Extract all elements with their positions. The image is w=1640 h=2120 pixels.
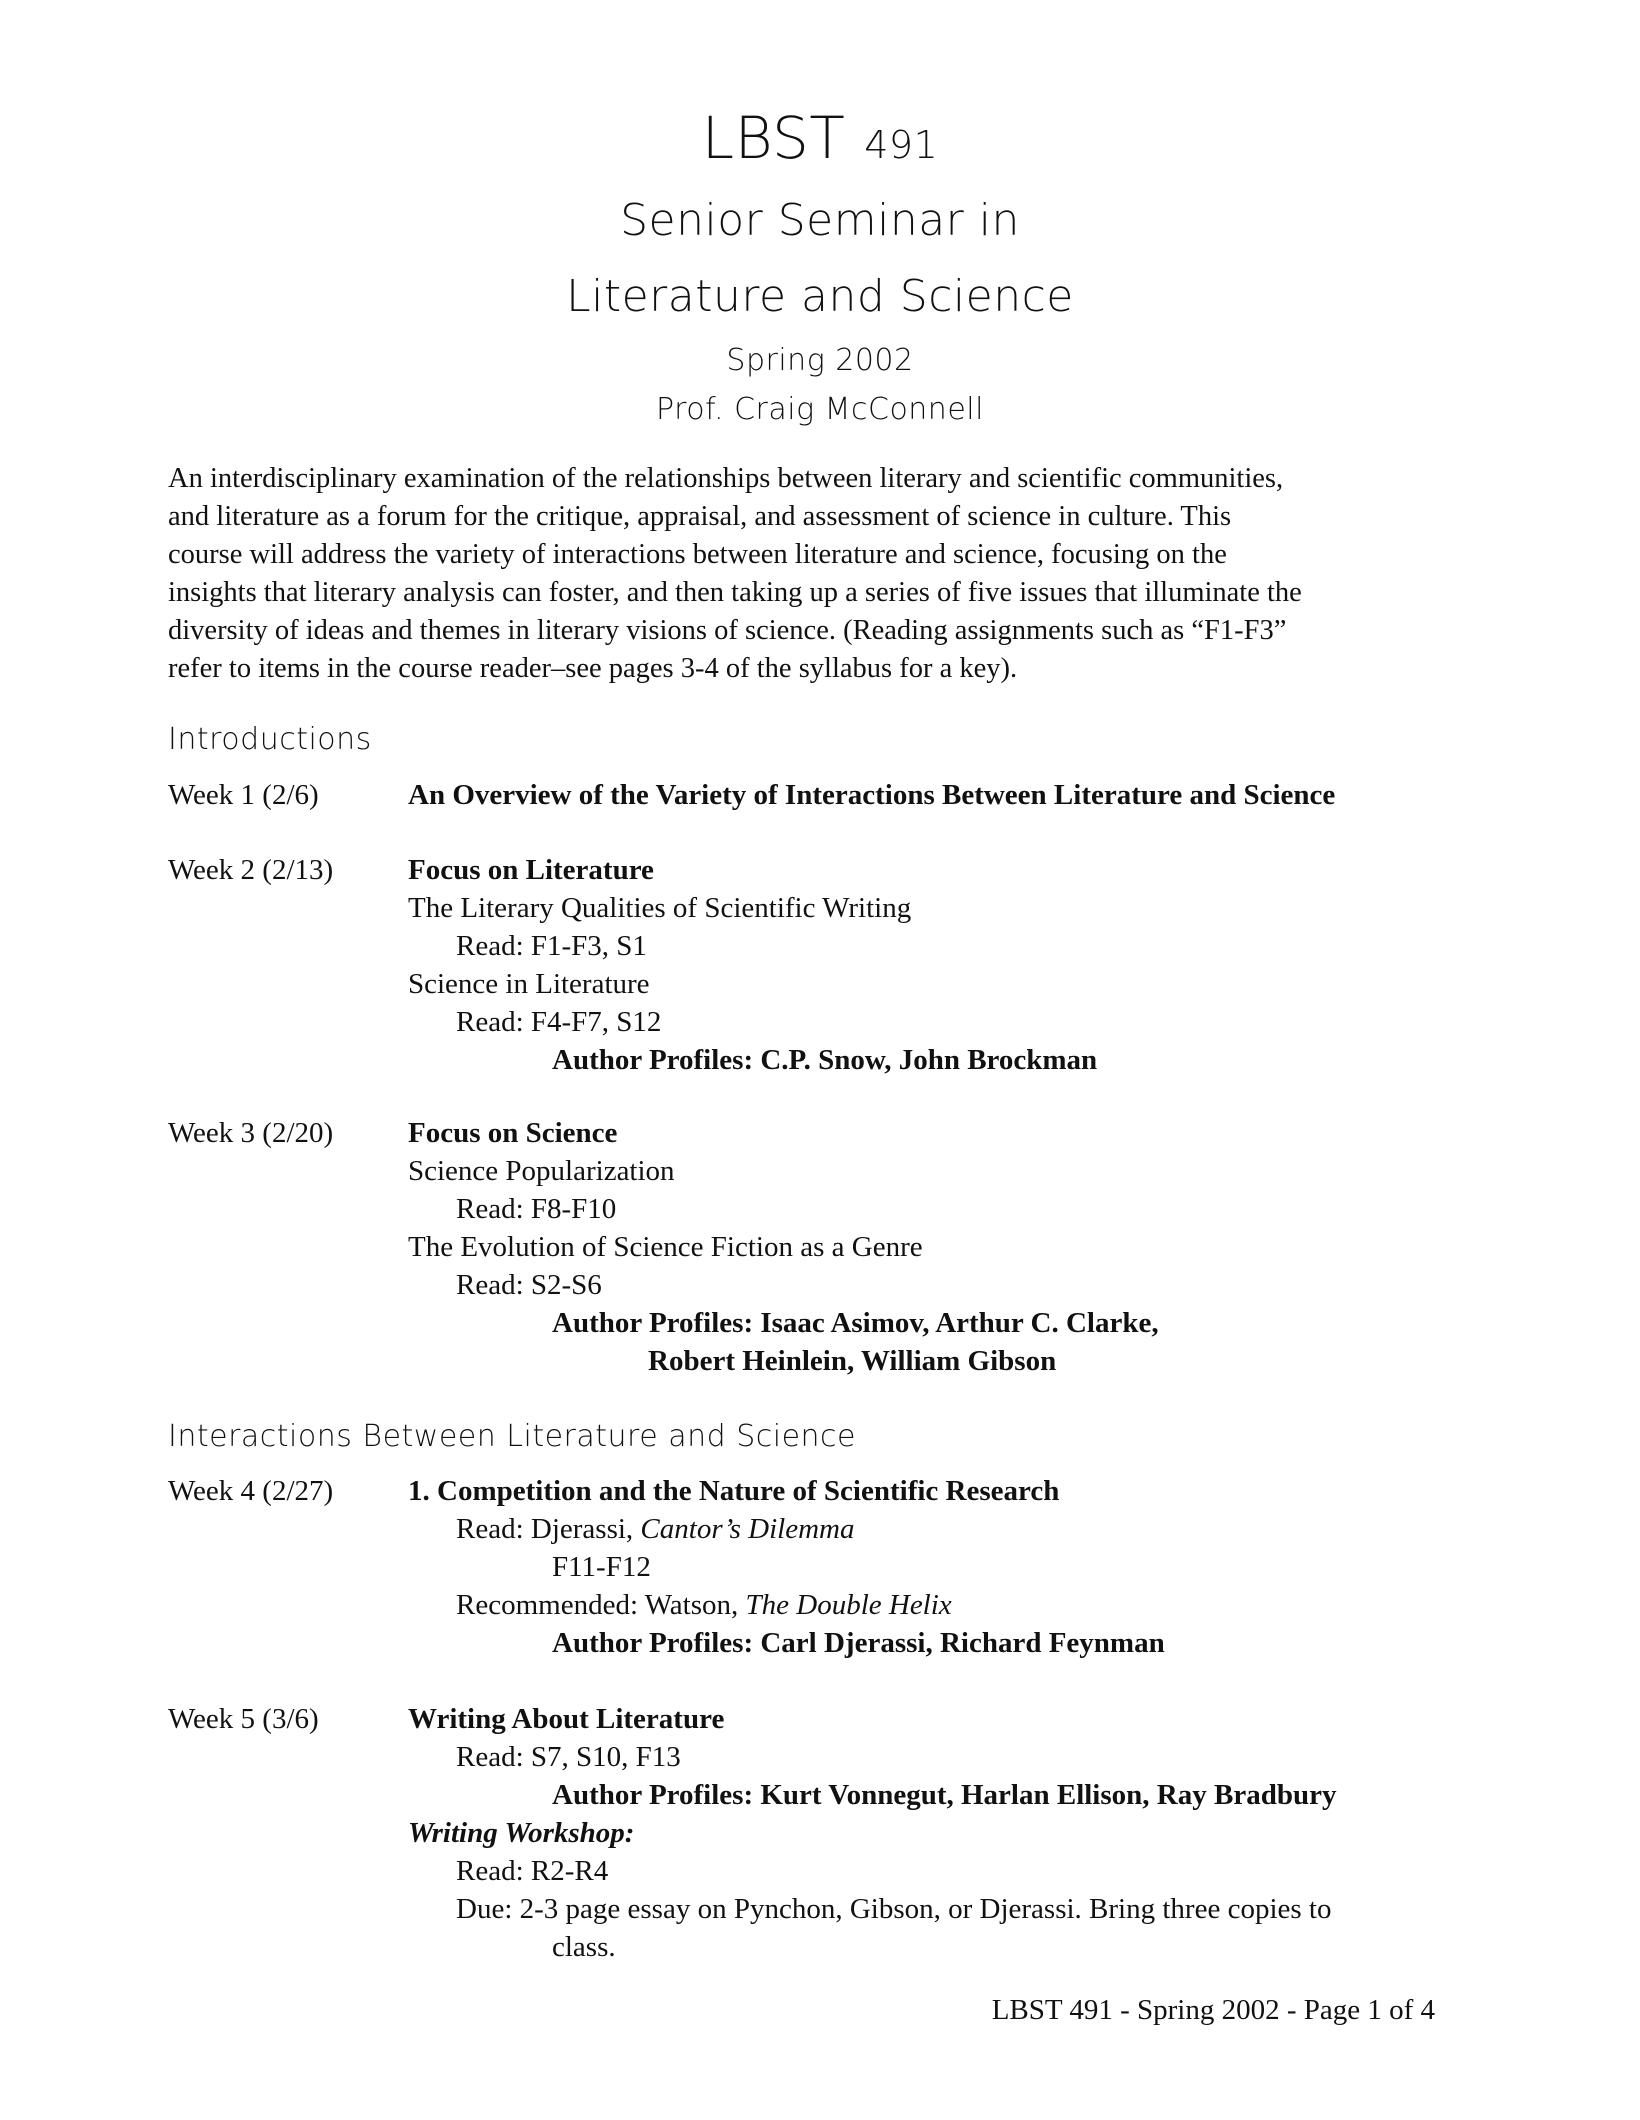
- week-recommended: [408, 1586, 1468, 1624]
- week-title: Focus on Science: [408, 1117, 618, 1149]
- intro-line: insights that literary analysis can foster, and then taking up a series of five issues that illuminate the: [168, 577, 1302, 608]
- author-profiles: Author Profiles: C.P. Snow, John Brockman: [552, 1044, 1098, 1076]
- week-topic: The Literary Qualities of Scientific Writing: [408, 892, 912, 924]
- week-reading: Read: F8-F10: [456, 1193, 617, 1225]
- week-label: Week 2 (2/13): [168, 854, 334, 886]
- week-topic: Science Popularization: [408, 1155, 675, 1187]
- book-title: Cantor’s Dilemma: [640, 1513, 855, 1545]
- intro-paragraph: [168, 460, 1458, 688]
- author-profiles: Author Profiles: Carl Djerassi, Richard Feynman: [552, 1627, 1165, 1659]
- intro-line: diversity of ideas and themes in literary visions of science. (Reading assignments such as “F1-F3”: [168, 615, 1287, 646]
- assignment-due-continued: class.: [552, 1931, 616, 1963]
- reading-prefix: Read: Djerassi,: [456, 1513, 641, 1545]
- week-reading-continued: F11-F12: [552, 1551, 651, 1583]
- author-profiles: Author Profiles: Kurt Vonnegut, Harlan Ellison, Ray Bradbury: [552, 1779, 1337, 1811]
- author-profiles: Author Profiles: Isaac Asimov, Arthur C. Clarke,: [552, 1307, 1159, 1339]
- course-term: Spring 2002: [726, 343, 914, 378]
- week-title: Focus on Literature: [408, 854, 654, 886]
- week-label: Week 1 (2/6): [168, 779, 319, 811]
- week-content: [408, 776, 1468, 814]
- week-reading: Read: F1-F3, S1: [456, 930, 647, 962]
- course-code: [0, 100, 1640, 183]
- course-title-line1: Senior Seminar in: [620, 195, 1020, 246]
- week-title: An Overview of the Variety of Interactions Between Literature and Science: [408, 779, 1336, 811]
- week-label: Week 3 (2/20): [168, 1117, 334, 1149]
- course-name: LBST: [701, 104, 846, 172]
- week-title: Writing About Literature: [408, 1703, 725, 1735]
- week-content: [408, 1700, 1468, 1966]
- week-content: [408, 1472, 1468, 1662]
- course-number: 491: [864, 123, 939, 167]
- intro-line: An interdisciplinary examination of the relationships between literary and scientific communities,: [168, 463, 1284, 494]
- writing-workshop: Writing Workshop:: [408, 1817, 635, 1849]
- intro-line: course will address the variety of interactions between literature and science, focusing on the: [168, 539, 1227, 570]
- week-title: 1. Competition and the Nature of Scientific Research: [408, 1475, 1060, 1507]
- week-label: Week 5 (3/6): [168, 1703, 319, 1735]
- recommended-prefix: Recommended: Watson,: [456, 1589, 746, 1621]
- section-interactions: Interactions Between Literature and Science: [168, 1419, 856, 1454]
- assignment-due: Due: 2-3 page essay on Pynchon, Gibson, or Djerassi. Bring three copies to: [456, 1893, 1332, 1925]
- week-topic: The Evolution of Science Fiction as a Genre: [408, 1231, 923, 1263]
- page-footer: LBST 491 - Spring 2002 - Page 1 of 4: [991, 1994, 1435, 2026]
- document-header: [0, 100, 1640, 433]
- week-reading: [408, 1510, 1468, 1548]
- week-label: Week 4 (2/27): [168, 1475, 334, 1507]
- week-content: [408, 851, 1468, 1079]
- book-title: The Double Helix: [745, 1589, 952, 1621]
- week-reading: Read: S7, S10, F13: [456, 1741, 681, 1773]
- author-profiles-continued: Robert Heinlein, William Gibson: [648, 1345, 1057, 1377]
- intro-line: and literature as a forum for the critique, appraisal, and assessment of science in culture. This: [168, 501, 1232, 532]
- course-instructor: Prof. Craig McConnell: [656, 392, 984, 427]
- week-reading: Read: R2-R4: [456, 1855, 609, 1887]
- section-introductions: Introductions: [168, 722, 372, 757]
- week-topic: Science in Literature: [408, 968, 650, 1000]
- week-content: [408, 1114, 1468, 1380]
- course-title-line2: Literature and Science: [566, 271, 1074, 322]
- week-reading: Read: F4-F7, S12: [456, 1006, 662, 1038]
- intro-line: refer to items in the course reader–see pages 3-4 of the syllabus for a key).: [168, 653, 1018, 684]
- week-reading: Read: S2-S6: [456, 1269, 602, 1301]
